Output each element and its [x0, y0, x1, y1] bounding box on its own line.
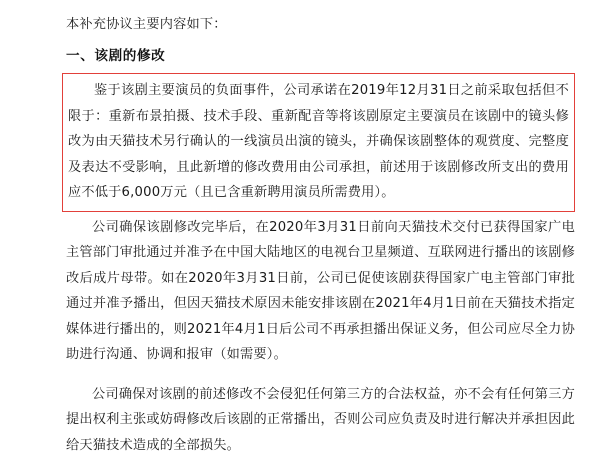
section-heading: 一、该剧的修改: [66, 47, 166, 64]
intro-paragraph: 本补充协议主要内容如下：: [66, 17, 227, 32]
highlighted-clause-box: [62, 73, 575, 212]
body-paragraph-2: 公司确保对该剧的前述修改不会侵犯任何第三方的合法权益，亦不会有任何第三方提出权利主张或妨碍修改后该剧的正常播出，否则公司应负责及时进行解决并承担因此给天猫技术造成的全部损失。: [66, 386, 575, 453]
highlighted-clause-text: 鉴于该剧主要演员的负面事件，公司承诺在2019年12月31日之前采取包括但不限于：重新布景拍摄、技术手段、重新配音等将该剧原定主要演员在该剧中的镜头修改为由天猫技术另行确认的一线演员出演的镜头，并确保该剧整体的观赏度、完整度及表达不受影响，且此新增的修改费用由公司承担，前述用于该剧修改所支出的费用应不低于6,000万元（且已含重新聘用演员所需费用）。: [68, 83, 569, 200]
body-paragraph-1: 公司确保该剧修改完毕后，在2020年3月31日前向天猫技术交付已获得国家广电主管部门审批通过并准予在中国大陆地区的电视台卫星频道、互联网进行播出的该剧修改后成片母带。如在2020年3月31日前，公司已促使该剧获得国家广电主管部门审批通过并准予播出，但因天猫技术原因未能安排该剧在2021年4月1日前在天猫技术指定媒体进行播出的，则2021年4月1日后公司不再承担播出保证义务，但公司应尽全力协助进行沟通、协调和报审（如需要）。: [66, 219, 575, 362]
